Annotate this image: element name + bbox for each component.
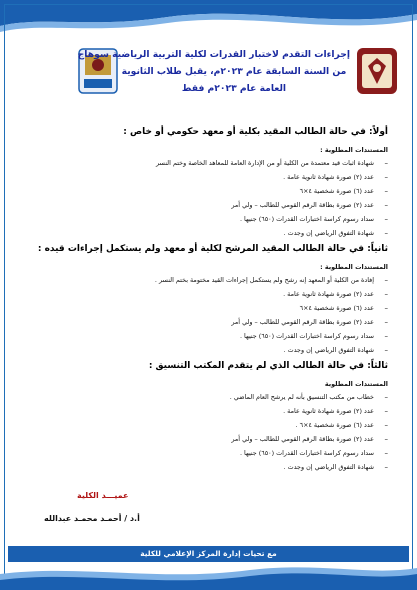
university-logo-icon [355,46,399,96]
list-item: – عدد (٢) صورة بطاقة الرقم القومي للطالب – ولي أمر [16,435,388,443]
title-line-1: إجراءات التقدم لاختبار القدرات لكلية التربية الرياضية سوهاج [77,49,350,60]
section-nominated-student [16,243,388,354]
section-title: ثالثاً: في حالة الطالب الذي لم يتقدم المكتب التنسيق : [148,361,388,371]
list-item: – إفادة من الكلية أو المعهد إنه رشح ولم يستكمل إجراءات القيد مختومة بختم النسر . [16,276,388,284]
bottom-wave-decoration [0,560,417,590]
documents-list [16,393,388,471]
list-item: – سداد رسوم كراسة اختبارات القدرات (٦٥٠) جنيها . [16,449,388,457]
section-enrolled-student [16,126,388,237]
title-line-2: من السنة السابقة عام ٢٠٢٣م، يقبل طلاب الثانوية [121,66,347,77]
list-item: – عدد (٢) صورة شهادة ثانوية عامة . [16,290,388,298]
list-item: – عدد (٦) صورة شخصية ٤×٦ . [16,421,388,429]
title-line-3: العامة عام ٢٠٢٣م فقط [181,83,287,94]
list-item: – خطاب من مكتب التنسيق بأنه لم يرشح العام الماضي . [16,393,388,401]
list-item: – شهادة التفوق الرياضي إن وجدت . [16,346,388,354]
list-item: – عدد (٢) صورة شهادة ثانوية عامة . [16,407,388,415]
document-title [77,46,350,97]
footer-text: مع تحيات إدارة المركز الإعلامي للكلية [140,549,277,558]
list-item: – سداد رسوم كراسة اختبارات القدرات (٦٥٠) جنيها . [16,332,388,340]
list-item: – عدد (٢) صورة بطاقة الرقم القومي للطالب – ولي أمر [16,201,388,209]
list-item: – عدد (٦) صورة شخصية ٤×٦ [16,304,388,312]
required-documents-label: المستندات المطلوبة : [320,263,388,271]
document-body [16,126,388,477]
required-documents-label: المستندات المطلوبة [324,380,388,388]
section-non-applicant-student [16,360,388,471]
dean-name: أ.د / أحمـد محمـد عبدالله [44,514,140,523]
list-item: – عدد (٢) صورة شهادة ثانوية عامة . [16,173,388,181]
documents-list [16,276,388,354]
list-item: – عدد (٦) صورة شخصية ٤×٦ [16,187,388,195]
dean-title: عميـــد الكلية [77,491,129,500]
list-item: – شهادة التفوق الرياضي إن وجدت . [16,229,388,237]
list-item: – شهادة اثبات قيد معتمدة من الكلية أو من الإدارة العامة للمعاهد الخاصة وختم النسر [16,159,388,167]
documents-list [16,159,388,237]
list-item: – عدد (٢) صورة بطاقة الرقم القومي للطالب – ولي أمر [16,318,388,326]
list-item: – سداد رسوم كراسة اختبارات القدرات (٦٥٠) جنيها . [16,215,388,223]
required-documents-label: المستندات المطلوبة : [320,146,388,154]
section-title: ثانياً: في حالة الطالب المقيد المرشح لكلية أو معهد ولم يستكمل إجراءات قيده : [37,244,388,254]
list-item: – شهادة التفوق الرياضي إن وجدت . [16,463,388,471]
section-title: أولاً: في حالة الطالب المقيد بكلية أو معهد حكومي أو خاص : [123,127,388,137]
